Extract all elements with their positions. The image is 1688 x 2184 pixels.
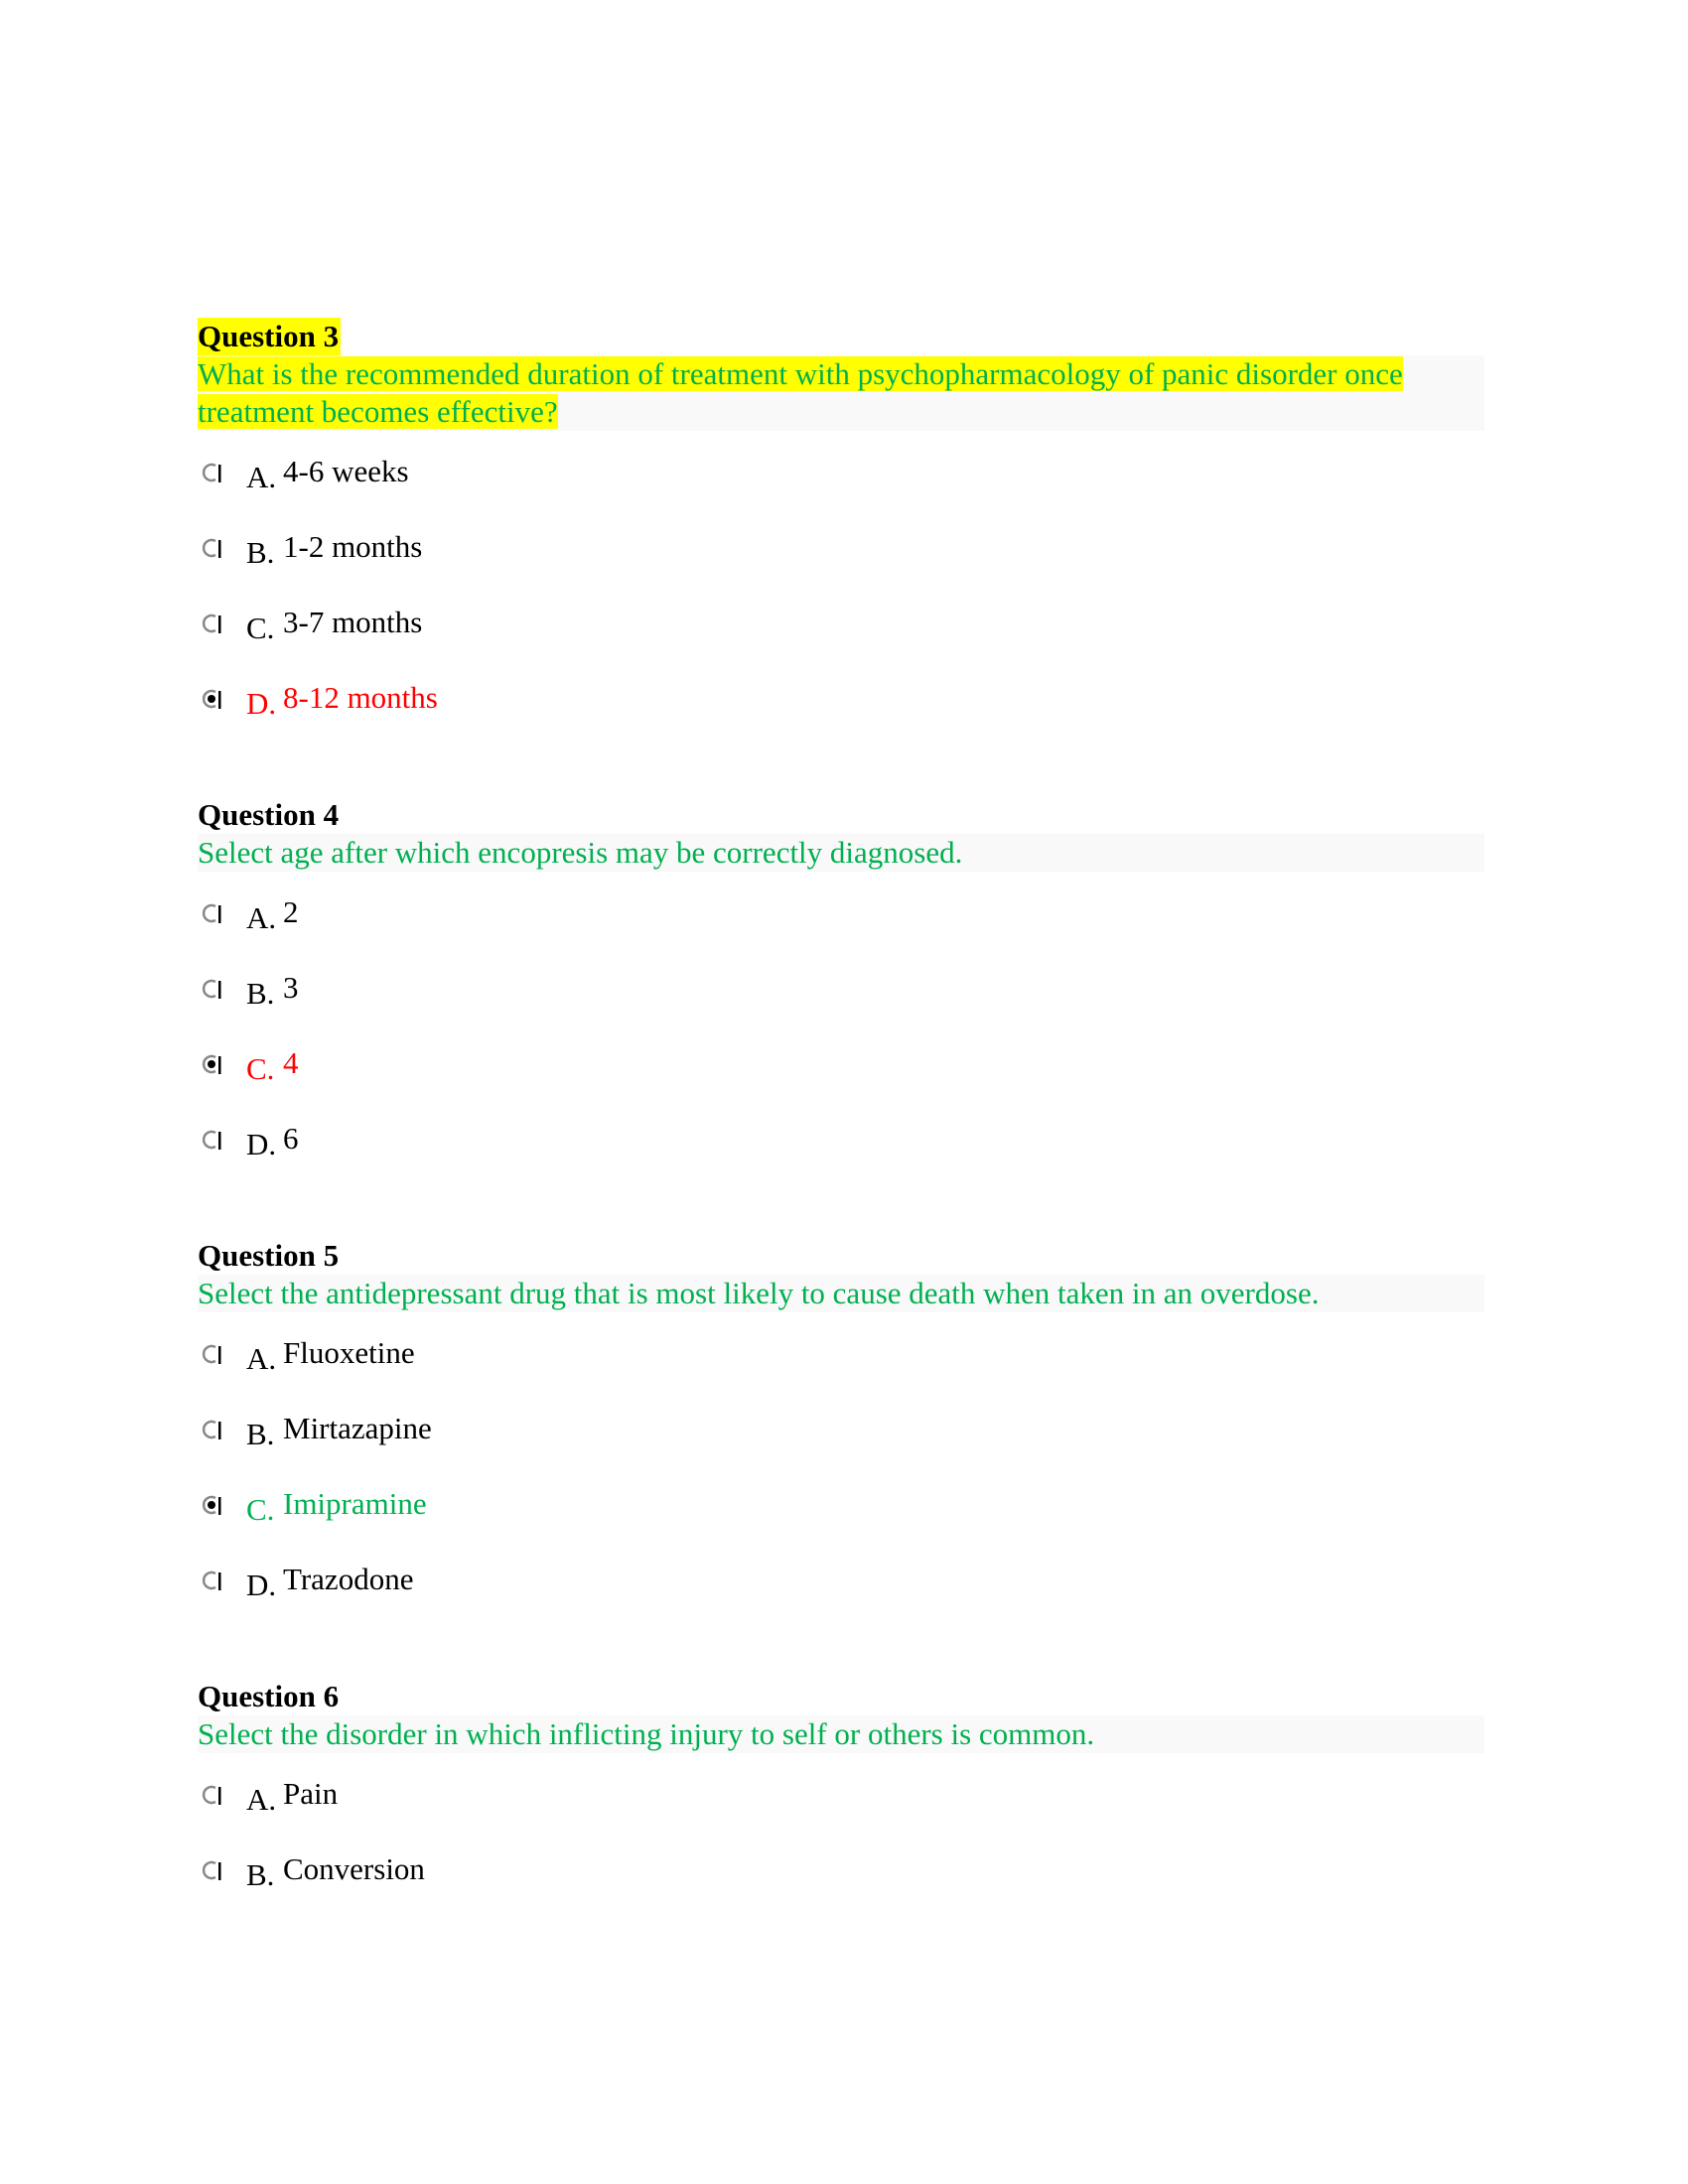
radio-unselected-icon[interactable] [202,1858,223,1884]
quiz-page [198,318,1484,1968]
radio-selected-icon[interactable] [202,1493,223,1519]
option-text: 2 [283,894,299,929]
answer-options [198,1330,1484,1632]
option-text: Conversion [283,1851,425,1886]
option-text: Trazodone [283,1562,414,1596]
radio-unselected-icon[interactable] [202,1783,223,1809]
option-letter: A. [246,1341,277,1376]
option-letter: D. [246,1568,277,1602]
question-text-box [198,834,1484,872]
radio-unselected-icon[interactable] [202,1128,223,1154]
radio-unselected-icon[interactable] [202,977,223,1003]
radio-unselected-icon[interactable] [202,1342,223,1368]
question-block [198,796,1484,1191]
radio-unselected-icon[interactable] [202,536,223,562]
radio-unselected-icon[interactable] [202,1418,223,1443]
option-b[interactable] [198,524,1484,600]
question-title: Question 6 [198,1679,340,1713]
question-title: Question 3 [198,319,340,353]
question-block [198,318,1484,751]
option-text: 4 [283,1045,299,1080]
option-text: 4-6 weeks [283,454,409,488]
option-a[interactable] [198,449,1484,524]
radio-selected-icon[interactable] [202,687,223,713]
option-text: Pain [283,1776,339,1811]
question-title: Question 5 [198,1238,340,1273]
radio-unselected-icon[interactable] [202,1569,223,1594]
question-text-box [198,355,1484,431]
answer-options [198,449,1484,751]
radio-unselected-icon[interactable] [202,612,223,637]
question-text-box [198,1275,1484,1312]
option-c[interactable] [198,1040,1484,1116]
option-letter: A. [246,460,277,494]
option-d[interactable] [198,1557,1484,1632]
question-block [198,1678,1484,1922]
question-text: Select the antidepressant drug that is most likely to cause death when taken in an overdose. [198,1276,1320,1310]
question-text: What is the recommended duration of treatment with psychopharmacology of panic disorder once treatment becomes effective? [198,356,1403,429]
question-text: Select the disorder in which inflicting injury to self or others is common. [198,1716,1095,1751]
radio-unselected-icon[interactable] [202,901,223,927]
option-text: 6 [283,1121,299,1156]
option-text: 3 [283,970,299,1005]
answer-options [198,1771,1484,1922]
option-d[interactable] [198,675,1484,751]
option-letter: A. [246,1782,277,1817]
question-text: Select age after which encopresis may be correctly diagnosed. [198,835,963,870]
option-letter: D. [246,686,277,721]
option-letter: C. [246,1492,275,1527]
option-letter: C. [246,611,275,645]
option-b[interactable] [198,1406,1484,1481]
option-letter: C. [246,1051,275,1086]
option-letter: D. [246,1127,277,1161]
answer-options [198,889,1484,1191]
option-letter: B. [246,1857,275,1892]
option-text: Fluoxetine [283,1335,415,1370]
option-letter: B. [246,1417,275,1451]
option-letter: B. [246,976,275,1011]
option-letter: A. [246,900,277,935]
option-text: Mirtazapine [283,1411,432,1445]
option-text: 1-2 months [283,529,423,564]
option-text: 8-12 months [283,680,438,715]
option-c[interactable] [198,1481,1484,1557]
radio-selected-icon[interactable] [202,1052,223,1078]
option-c[interactable] [198,600,1484,675]
radio-unselected-icon[interactable] [202,461,223,486]
option-b[interactable] [198,965,1484,1040]
option-a[interactable] [198,1330,1484,1406]
option-letter: B. [246,535,275,570]
option-b[interactable] [198,1846,1484,1922]
question-title: Question 4 [198,797,340,832]
option-text: 3-7 months [283,605,423,639]
option-d[interactable] [198,1116,1484,1191]
question-block [198,1237,1484,1632]
option-text: Imipramine [283,1486,427,1521]
question-text-box [198,1715,1484,1753]
option-a[interactable] [198,889,1484,965]
option-a[interactable] [198,1771,1484,1846]
